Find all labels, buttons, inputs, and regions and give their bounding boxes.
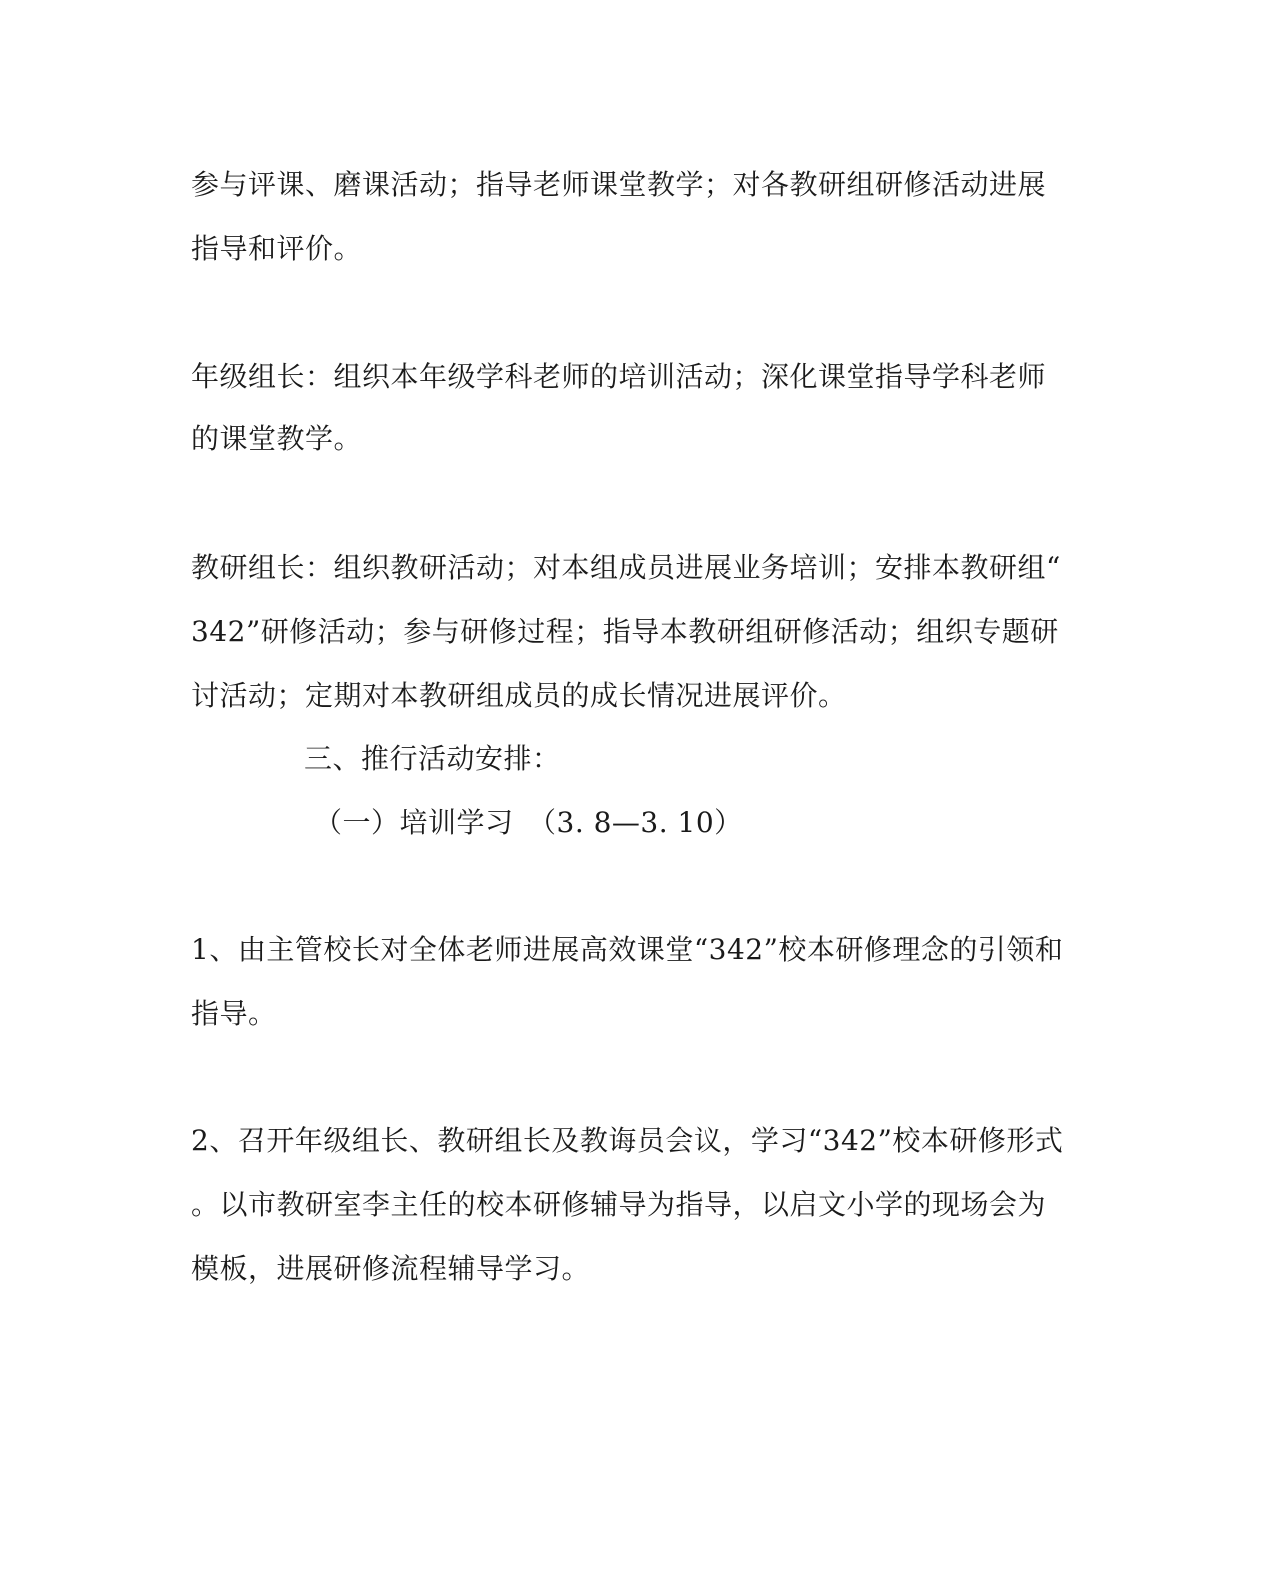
paragraph-line: 指导和评价。 <box>191 232 363 265</box>
paragraph-line: 教研组长：组织教研活动；对本组成员进展业务培训；安排本教研组“ <box>191 551 1061 584</box>
paragraph-line: 年级组长：组织本年级学科老师的培训活动；深化课堂指导学科老师 <box>191 360 1047 393</box>
paragraph-line: 342”研修活动；参与研修过程；指导本教研组研修活动；组织专题研 <box>191 615 1059 648</box>
paragraph-line: 的课堂教学。 <box>191 422 363 455</box>
paragraph-line: 参与评课、磨课活动；指导老师课堂教学；对各教研组研修活动进展 <box>191 168 1047 201</box>
subsection-heading: （一）培训学习 （3. 8—3. 10） <box>314 806 743 839</box>
paragraph-line: 指导。 <box>191 997 277 1030</box>
paragraph-line: 2、召开年级组长、教研组长及教诲员会议，学习“342”校本研修形式 <box>191 1124 1064 1157</box>
section-heading: 三、推行活动安排： <box>304 742 561 775</box>
paragraph-line: 模板，进展研修流程辅导学习。 <box>191 1252 591 1285</box>
paragraph-line: 1、由主管校长对全体老师进展高效课堂“342”校本研修理念的引领和 <box>191 933 1064 966</box>
paragraph-line: 。以市教研室李主任的校本研修辅导为指导，以启文小学的现场会为 <box>191 1188 1047 1221</box>
paragraph-line: 讨活动；定期对本教研组成员的成长情况进展评价。 <box>191 679 847 712</box>
